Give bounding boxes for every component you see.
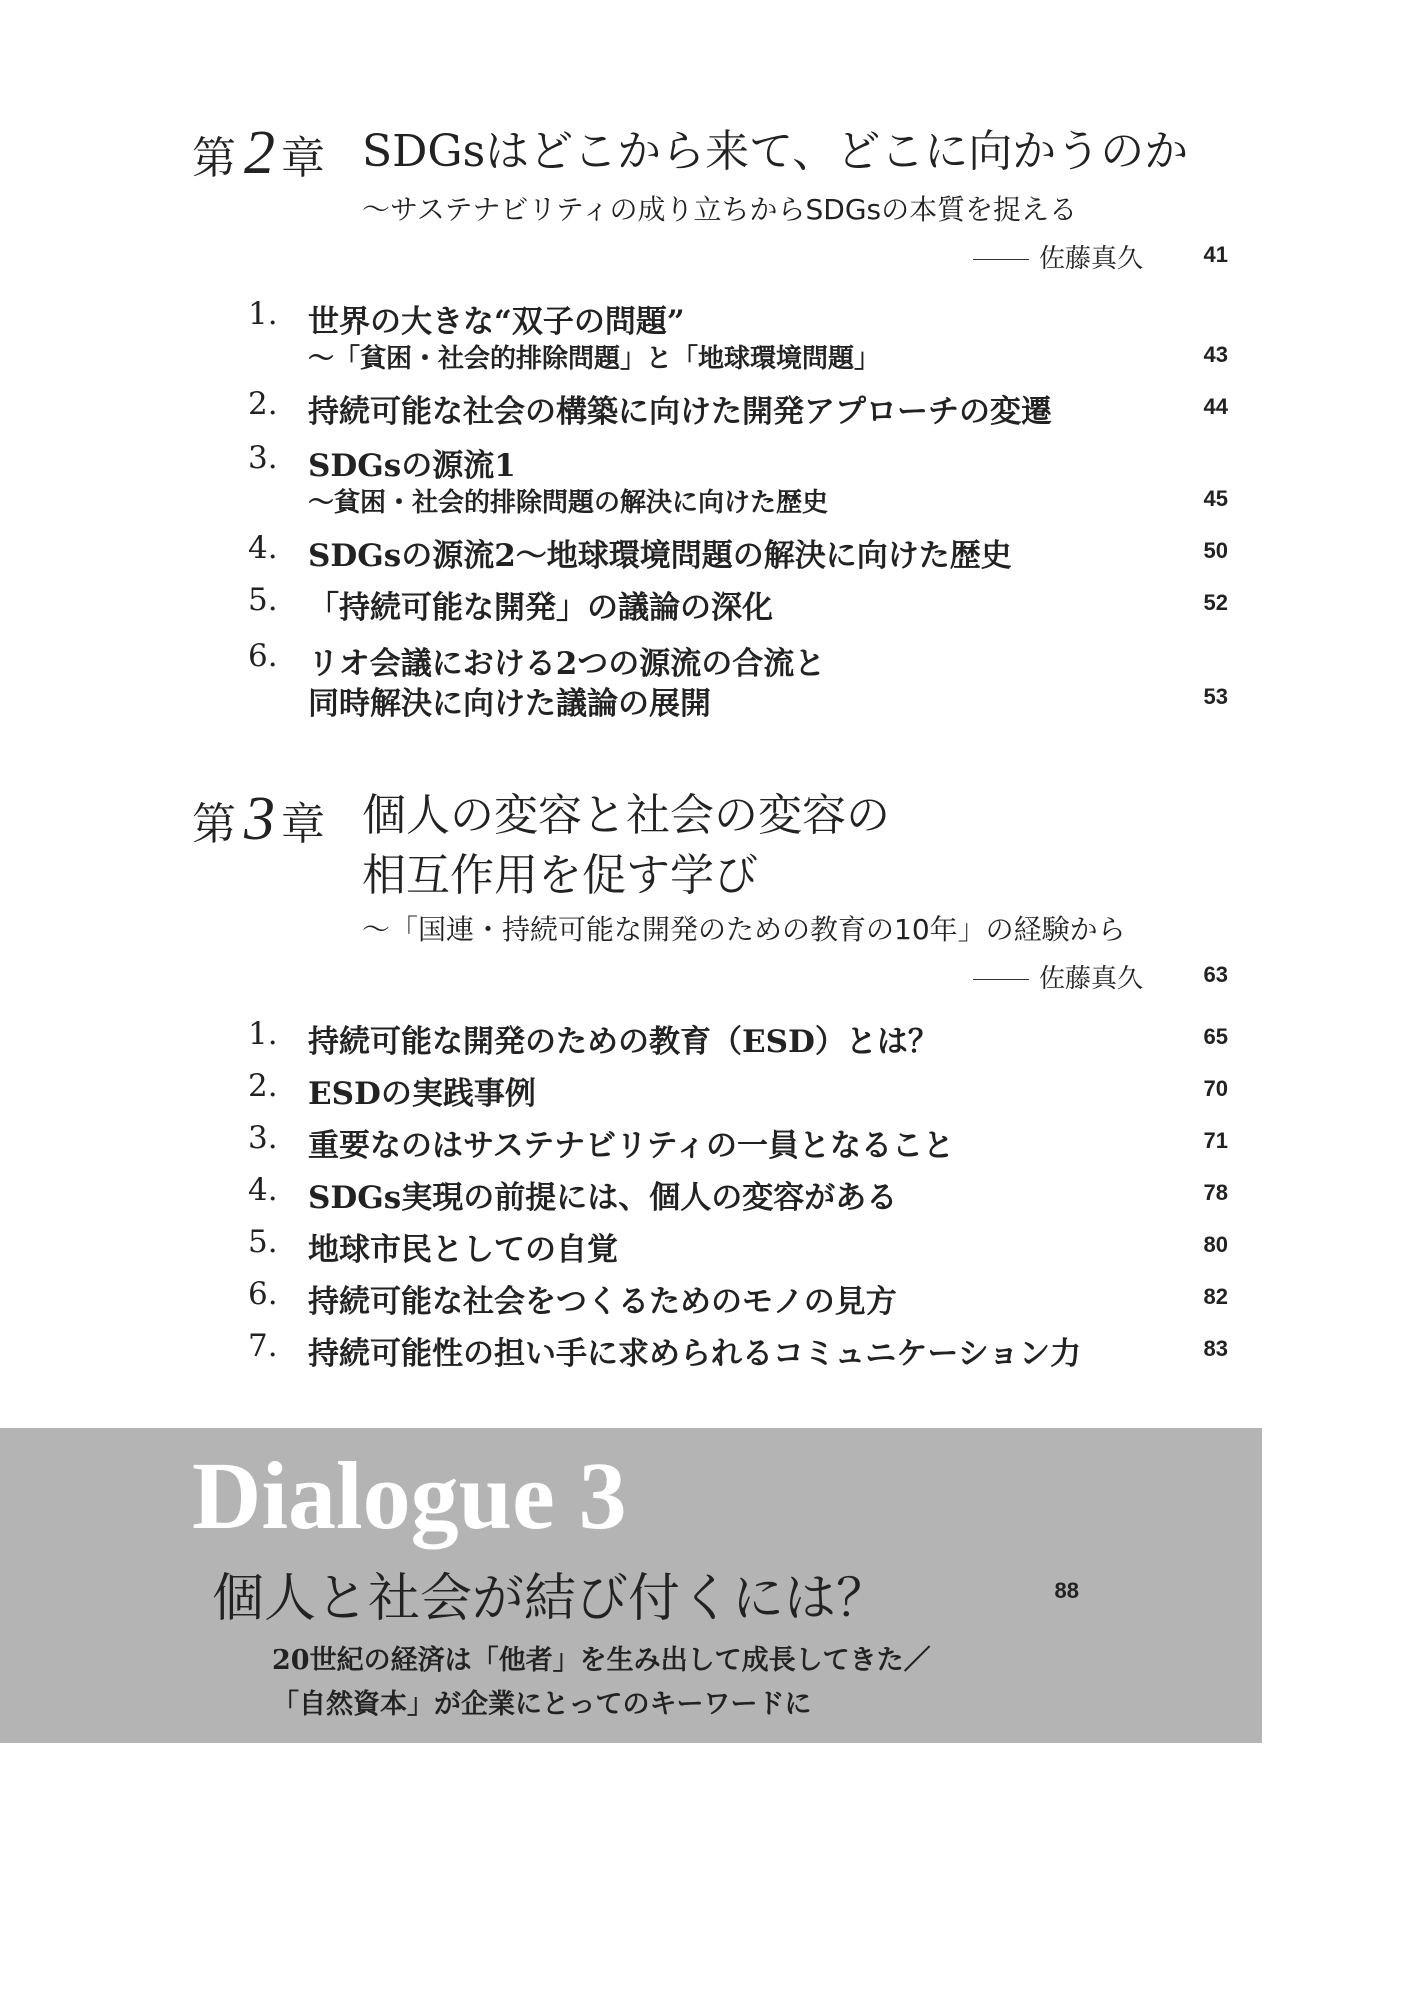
item-title: ESDの実践事例 — [308, 1076, 536, 1112]
chapter-3-label — [192, 784, 327, 855]
item-page: 65 — [1203, 1024, 1228, 1049]
item-title: SDGsの源流1 — [308, 448, 516, 484]
item-title: SDGs実現の前提には、個人の変容がある — [308, 1180, 898, 1216]
item-page: 43 — [1203, 342, 1228, 367]
item-page: 70 — [1203, 1076, 1228, 1101]
item-subtitle: ～貧困・社会的排除問題の解決に向けた歴史 — [308, 488, 829, 518]
dialogue-desc-line1: 20世紀の経済は「他者」を生み出して成長してきた／ — [272, 1645, 931, 1676]
chapter-label-prefix: 第 — [192, 799, 238, 850]
chapter-3-author-page: 63 — [1203, 962, 1228, 987]
dialogue-section[interactable] — [0, 1428, 1262, 1743]
item-number: 3. — [248, 440, 278, 476]
item-number: 2. — [248, 1068, 278, 1104]
dialogue-page: 88 — [1054, 1578, 1079, 1603]
item-page: 71 — [1203, 1128, 1228, 1153]
chapter-2-title: SDGsはどこから来て、どこに向かうのか — [362, 126, 1189, 177]
item-number: 5. — [248, 1224, 278, 1260]
item-page: 83 — [1203, 1336, 1228, 1361]
item-number: 1. — [248, 1016, 278, 1052]
chapter-3-subtitle: ～「国連・持続可能な開発のための教育の10年」の経験から — [362, 913, 1126, 946]
dialogue-title: 個人と社会が結び付くには？ — [212, 1569, 889, 1629]
item-number: 7. — [248, 1328, 278, 1364]
chapter-2-author-page: 41 — [1203, 242, 1228, 267]
item-page: 52 — [1203, 590, 1228, 615]
author-name: 佐藤真久 — [1038, 964, 1143, 994]
item-page: 78 — [1203, 1180, 1228, 1205]
dialogue-heading: Dialogue 3 — [192, 1442, 627, 1549]
item-subtitle: ～「貧困・社会的排除問題」と「地球環境問題」 — [308, 344, 881, 374]
item-title: 持続可能な社会をつくるためのモノの見方 — [308, 1284, 897, 1320]
item-title: 重要なのはサステナビリティの一員となること — [308, 1128, 955, 1164]
item-title: 持続可能な開発のための教育（ESD）とは？ — [308, 1024, 939, 1060]
chapter-3-title-line1: 個人の変容と社会の変容の — [362, 790, 890, 841]
chapter-label-suffix: 章 — [281, 799, 327, 850]
chapter-3-author — [973, 958, 1143, 995]
item-number: 5. — [248, 582, 278, 618]
chapter-3-title-line2: 相互作用を促す学び — [362, 850, 758, 901]
item-title: 「持続可能な開発」の議論の深化 — [308, 590, 773, 626]
item-title-line2: 同時解決に向けた議論の展開 — [308, 686, 711, 722]
item-title: SDGsの源流2～地球環境問題の解決に向けた歴史 — [308, 538, 1012, 574]
item-number: 2. — [248, 386, 278, 422]
item-page: 45 — [1203, 486, 1228, 511]
item-title: リオ会議における2つの源流の合流と — [308, 646, 826, 682]
author-name: 佐藤真久 — [1038, 244, 1143, 274]
item-number: 4. — [248, 1172, 278, 1208]
chapter-2-author — [973, 238, 1143, 275]
chapter-number: 2 — [244, 119, 275, 187]
item-page: 50 — [1203, 538, 1228, 563]
author-dash — [973, 259, 1029, 260]
chapter-label-suffix: 章 — [281, 133, 327, 184]
item-page: 53 — [1203, 684, 1228, 709]
item-page: 44 — [1203, 394, 1228, 419]
item-number: 4. — [248, 530, 278, 566]
item-page: 82 — [1203, 1284, 1228, 1309]
item-title: 地球市民としての自覚 — [308, 1232, 618, 1268]
item-page: 80 — [1203, 1232, 1228, 1257]
item-number: 1. — [248, 296, 278, 332]
dialogue-desc-line2: 「自然資本」が企業にとってのキーワードに — [272, 1689, 812, 1720]
chapter-number: 3 — [244, 785, 275, 853]
item-number: 6. — [248, 1276, 278, 1312]
chapter-label-prefix: 第 — [192, 133, 238, 184]
item-number: 3. — [248, 1120, 278, 1156]
chapter-2-label — [192, 118, 327, 189]
item-title: 世界の大きな“双子の問題” — [308, 304, 685, 340]
chapter-2-subtitle: ～サステナビリティの成り立ちからSDGsの本質を捉える — [362, 193, 1078, 226]
item-title: 持続可能性の担い手に求められるコミュニケーション力 — [308, 1336, 1082, 1372]
item-number: 6. — [248, 638, 278, 674]
item-title: 持続可能な社会の構築に向けた開発アプローチの変遷 — [308, 394, 1052, 430]
author-dash — [973, 979, 1029, 980]
